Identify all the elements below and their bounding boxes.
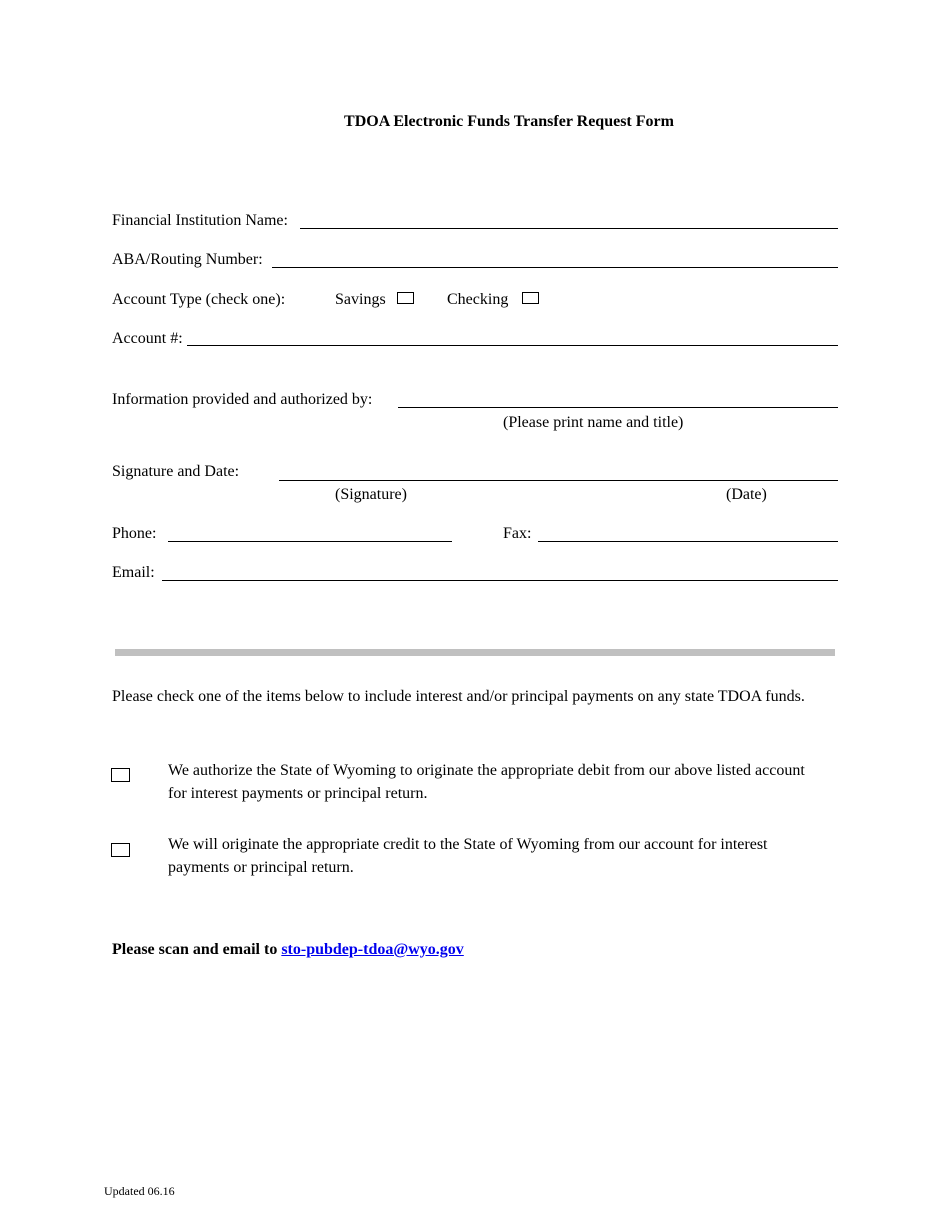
routing-field[interactable]: [272, 267, 838, 268]
section-divider: [115, 649, 835, 656]
submit-prefix: Please scan and email to: [112, 941, 282, 958]
submit-email-link[interactable]: sto-pubdep-tdoa@wyo.gov: [281, 941, 464, 958]
institution-label: Financial Institution Name:: [112, 212, 288, 229]
phone-field[interactable]: [168, 541, 452, 542]
debit-option-text: We authorize the State of Wyoming to originate the appropriate debit from our above listed account for interest payments or principal return.: [168, 762, 805, 802]
checking-label: Checking: [447, 291, 509, 308]
institution-field[interactable]: [300, 228, 838, 229]
email-field[interactable]: [162, 580, 838, 581]
routing-label: ABA/Routing Number:: [112, 251, 263, 268]
authorized-by-label: Information provided and authorized by:: [112, 391, 373, 408]
email-label: Email:: [112, 564, 155, 581]
account-type-label: Account Type (check one):: [112, 291, 286, 308]
phone-label: Phone:: [112, 525, 157, 542]
signature-date-label: Signature and Date:: [112, 463, 240, 480]
savings-checkbox[interactable]: [397, 292, 414, 304]
credit-option-text: We will originate the appropriate credit to the State of Wyoming from our account for interest payments or principal return.: [168, 836, 768, 876]
payments-instruction: Please check one of the items below to include interest and/or principal payments on any state TDOA funds.: [112, 688, 805, 705]
debit-option-checkbox[interactable]: [111, 768, 130, 782]
authorized-by-field[interactable]: [398, 407, 838, 408]
submit-instruction: [112, 940, 464, 960]
form-title: TDOA Electronic Funds Transfer Request Form: [344, 113, 674, 130]
date-hint: (Date): [726, 486, 767, 503]
savings-label: Savings: [335, 291, 386, 308]
authorized-by-hint: (Please print name and title): [503, 414, 684, 431]
updated-footer: Updated 06.16: [104, 1184, 175, 1198]
account-number-field[interactable]: [187, 345, 838, 346]
credit-option-checkbox[interactable]: [111, 843, 130, 857]
fax-field[interactable]: [538, 541, 838, 542]
signature-hint: (Signature): [335, 486, 407, 503]
fax-label: Fax:: [503, 525, 532, 542]
signature-date-field[interactable]: [279, 480, 838, 481]
account-number-label: Account #:: [112, 330, 183, 347]
checking-checkbox[interactable]: [522, 292, 539, 304]
